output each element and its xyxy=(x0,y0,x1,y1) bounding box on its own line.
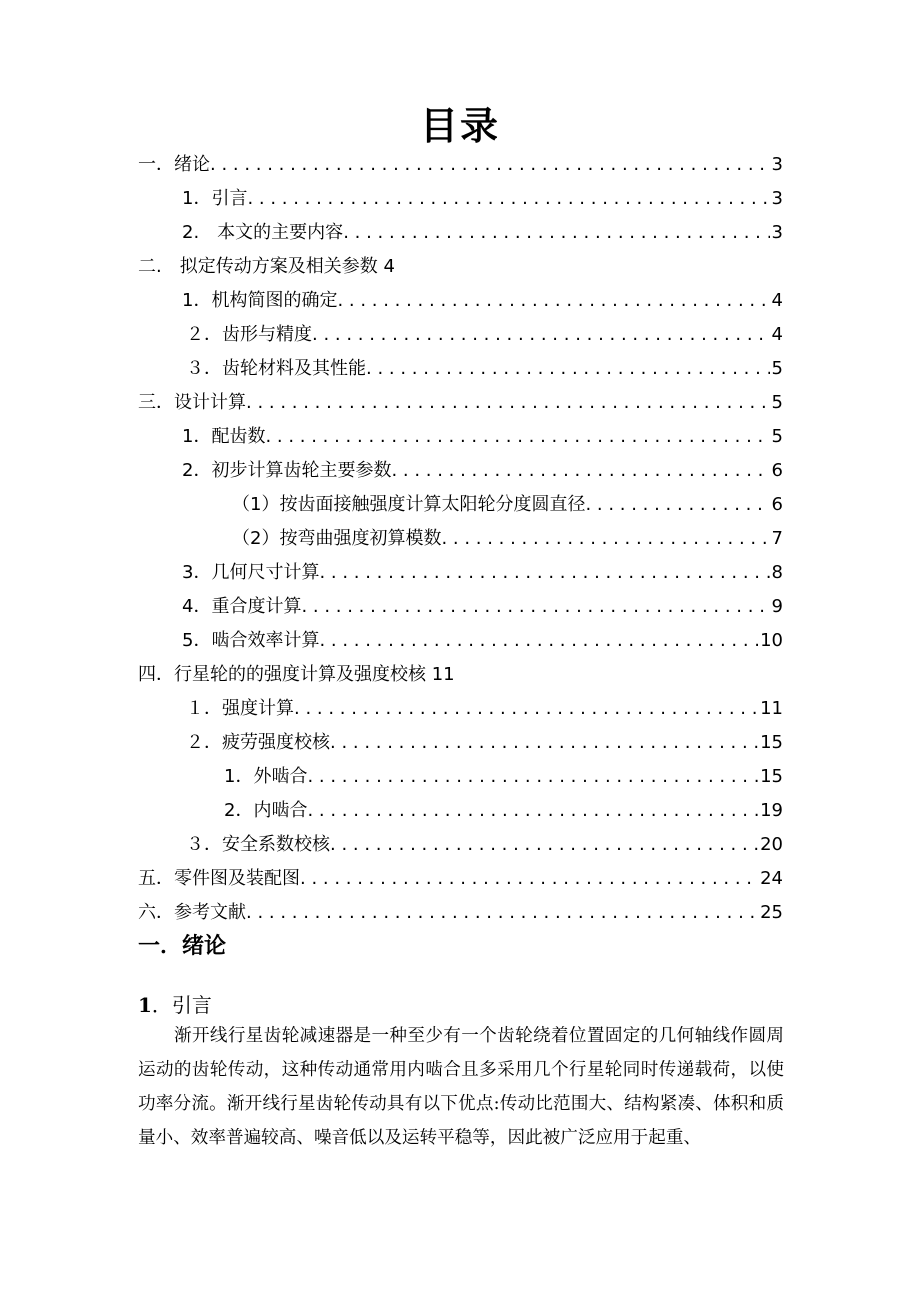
toc-page-number: 20 xyxy=(760,834,783,855)
toc-dot-leader xyxy=(294,692,758,726)
toc-entry[interactable] xyxy=(138,318,783,352)
toc-entry-label: 1．外啮合 xyxy=(224,766,308,787)
toc-entry-label: 三．设计计算 xyxy=(138,392,246,413)
toc-page-number: 4 xyxy=(771,324,783,345)
toc-page-number: 15 xyxy=(760,732,783,753)
toc-page-number: 3 xyxy=(771,222,783,243)
toc-title: 目录 xyxy=(419,104,500,148)
toc-page-number: 8 xyxy=(771,562,783,583)
toc-entry[interactable] xyxy=(138,386,783,420)
toc-page-number: 6 xyxy=(771,494,783,515)
toc-dot-leader xyxy=(312,318,770,352)
section-heading: 一．绪论 xyxy=(138,934,227,959)
toc-dot-leader xyxy=(300,862,758,896)
toc-entry-label: 2．内啮合 xyxy=(224,800,308,821)
toc-entry[interactable] xyxy=(138,250,783,284)
toc-page-number: 9 xyxy=(771,596,783,617)
toc-entry[interactable] xyxy=(138,760,783,794)
toc-entry-label: ２．疲劳强度校核 xyxy=(186,732,330,753)
toc-entry[interactable] xyxy=(138,284,783,318)
toc-entry[interactable] xyxy=(138,454,783,488)
toc-entry-label: 六．参考文献 xyxy=(138,902,246,923)
subsection-number: 1 xyxy=(138,993,152,1017)
toc-dot-leader xyxy=(246,896,758,930)
toc-dot-leader xyxy=(366,352,770,386)
toc-dot-leader xyxy=(319,624,758,658)
toc-entry-label: 2. 本文的主要内容 xyxy=(182,222,344,243)
toc-entry[interactable] xyxy=(138,148,783,182)
toc-entry-label: ２．齿形与精度 xyxy=(186,324,312,345)
toc-dot-leader xyxy=(343,216,769,250)
toc-page-number: 5 xyxy=(771,358,783,379)
toc-entry-label: 二. 拟定传动方案及相关参数 4 xyxy=(138,256,395,277)
toc-dot-leader xyxy=(301,590,769,624)
toc-entry[interactable] xyxy=(138,182,783,216)
toc-entry-label: （2）按弯曲强度初算模数 xyxy=(232,528,442,549)
toc-page-number: 19 xyxy=(760,800,783,821)
toc-entry[interactable] xyxy=(138,624,783,658)
toc-dot-leader xyxy=(330,726,758,760)
toc-entry-label: 四．行星轮的的强度计算及强度校核 11 xyxy=(138,664,455,685)
toc-page-number: 5 xyxy=(771,392,783,413)
toc-entry[interactable] xyxy=(138,726,783,760)
toc-dot-leader xyxy=(265,420,769,454)
toc-page-number: 3 xyxy=(771,188,783,209)
toc-entry-label: 4．重合度计算 xyxy=(182,596,302,617)
toc-dot-leader xyxy=(337,284,769,318)
subsection-title: ．引言 xyxy=(151,993,212,1017)
toc-page-number: 4 xyxy=(771,290,783,311)
toc-entry-label: （1）按齿面接触强度计算太阳轮分度圆直径 xyxy=(232,494,586,515)
toc-dot-leader xyxy=(246,386,770,420)
toc-entry[interactable] xyxy=(138,658,783,692)
toc-entry-label: 1．引言 xyxy=(182,188,248,209)
toc-entry[interactable] xyxy=(138,488,783,522)
toc-entry-label: 五．零件图及装配图 xyxy=(138,868,300,889)
toc-page-number: 3 xyxy=(771,154,783,175)
toc-entry[interactable] xyxy=(138,896,783,930)
toc-dot-leader xyxy=(585,488,769,522)
toc-entry[interactable] xyxy=(138,216,783,250)
toc-page-number: 6 xyxy=(771,460,783,481)
toc-entry[interactable] xyxy=(138,692,783,726)
toc-page-number: 5 xyxy=(771,426,783,447)
toc-entry[interactable] xyxy=(138,794,783,828)
toc-page-number: 11 xyxy=(760,698,783,719)
toc-entry-label: 5．啮合效率计算 xyxy=(182,630,320,651)
toc-entry[interactable] xyxy=(138,828,783,862)
toc-entry[interactable] xyxy=(138,352,783,386)
table-of-contents xyxy=(138,148,783,930)
toc-entry-label: 3．几何尺寸计算 xyxy=(182,562,320,583)
toc-page-number: 7 xyxy=(771,528,783,549)
toc-entry[interactable] xyxy=(138,556,783,590)
toc-entry-label: 2．初步计算齿轮主要参数 xyxy=(182,460,392,481)
intro-paragraph: 渐开线行星齿轮减速器是一种至少有一个齿轮绕着位置固定的几何轴线作圆周运动的齿轮传动，这种传动通常用内啮合且多采用几个行星轮同时传递载荷，以使功率分流。渐开线行星齿轮传动具有以下优点:传动比范围大、结构紧凑、体积和质量小、效率普遍较高、噪音低以及运转平稳等，因此被广泛应用于起重、 xyxy=(138,1026,784,1148)
toc-entry-label: 1．机构简图的确定 xyxy=(182,290,338,311)
toc-page-number: 24 xyxy=(760,868,783,889)
toc-entry-label: 一．绪论 xyxy=(138,154,210,175)
toc-entry[interactable] xyxy=(138,420,783,454)
toc-entry-label: 1．配齿数 xyxy=(182,426,266,447)
toc-entry[interactable] xyxy=(138,522,783,556)
toc-dot-leader xyxy=(210,148,770,182)
toc-entry[interactable] xyxy=(138,862,783,896)
toc-entry-label: １．强度计算 xyxy=(186,698,294,719)
toc-entry-label: ３．齿轮材料及其性能 xyxy=(186,358,366,379)
toc-dot-leader xyxy=(441,522,769,556)
subsection-heading xyxy=(138,988,212,1022)
toc-dot-leader xyxy=(319,556,769,590)
toc-page-number: 25 xyxy=(760,902,783,923)
toc-page-number: 15 xyxy=(760,766,783,787)
toc-dot-leader xyxy=(330,828,758,862)
toc-entry[interactable] xyxy=(138,590,783,624)
toc-dot-leader xyxy=(307,760,758,794)
toc-dot-leader xyxy=(247,182,769,216)
toc-dot-leader xyxy=(391,454,769,488)
toc-entry-label: ３．安全系数校核 xyxy=(186,834,330,855)
toc-dot-leader xyxy=(307,794,758,828)
body-paragraph-block xyxy=(138,1019,784,1155)
toc-page-number: 10 xyxy=(760,630,783,651)
